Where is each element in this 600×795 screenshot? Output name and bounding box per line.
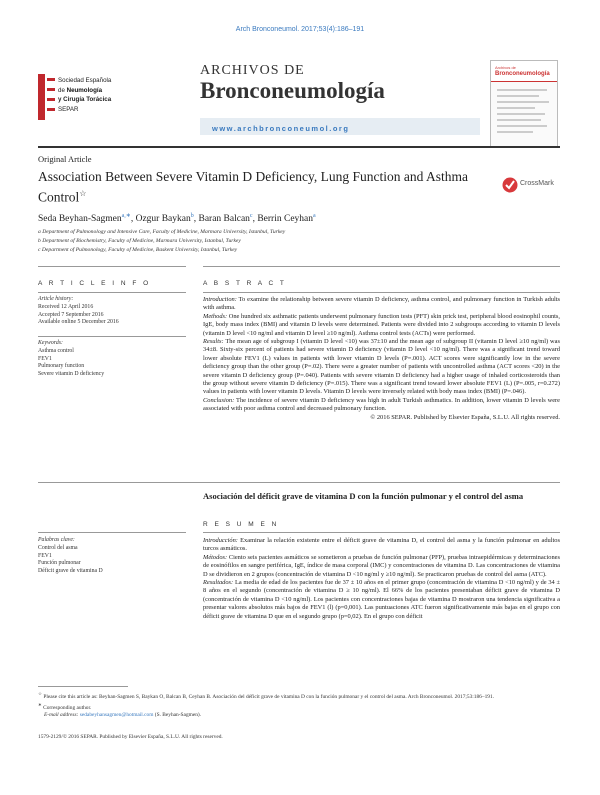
- abstract-rule-top: [203, 266, 560, 267]
- section-rule: [38, 482, 560, 483]
- author[interactable]: Berrin Ceyhan: [257, 214, 314, 225]
- email-link[interactable]: sedabeyhansagmen@hotmail.com: [79, 712, 154, 718]
- cite-note: ☆ Please cite this article as: Beyhan-Sagmen S, Baykan O, Balcan B, Ceyhan B. Asociación del déficit grave de vitamina D con la función pulmonar y el control del asma. Arch Bronconeumol. 2017;53:186–191.: [38, 691, 495, 700]
- palabras-clave: [38, 537, 188, 576]
- resumen-introduccion: Introducción: Examinar la relación existente entre el déficit grave de vitamina D, el control del asma y la función pulmonar en adultos turcos asmáticos.: [203, 537, 560, 553]
- author-sup[interactable]: a: [313, 213, 316, 219]
- abstract-copyright: © 2016 SEPAR. Published by Elsevier España, S.L.U. All rights reserved.: [370, 413, 560, 421]
- affiliation: b Department of Biochemistry, Faculty of Medicine, Marmara University, Istanbul, Turkey: [38, 238, 241, 244]
- resumen-resultados: Resultados: La media de edad de los pacientes fue de 37 ± 10 años en el primer grupo (concentración de vitamina D <10 ng/ml) y de 34 ± 8 años en el segundo (concentración de vitamina D ≥ 10 ng/ml). El 66% de los pacientes presentaban déficit grave de vitamina D (concentración de vitamina D <10 ng/ml). Los pacientes con concentraciones bajas de vitamina D mostraron una tendencia significativa a presentar valores absolutos más bajos de FEV1 (l) (p=0,001). Las puntuaciones ATC fueron significativamente más bajas en el grupo con déficit grave de vitamina D que en el segundo grupo (p=0,02). En el grupo con déficit: [203, 579, 560, 620]
- history-item: Received 12 April 2016: [38, 303, 94, 310]
- abstract-methods: Methods: One hundred six asthmatic patients underwent pulmonary function tests (PFT) skin prick test, peripheral blood eosinophil counts, IgE, body mass index (BMI) and vitamin D levels were determined. Patients were divided into 2 subgroups according to vitamin D levels (vitamin D level <10 ng/ml and vitamin D level ≥10 ng/ml). Asthma control tests (ACTs) were performed.: [203, 312, 560, 337]
- author-sup[interactable]: b: [190, 213, 194, 219]
- abstract-heading: A B S T R A C T: [203, 280, 287, 287]
- cover-title-small: Archivos de: [495, 65, 516, 70]
- palabras-rule: [38, 532, 186, 533]
- keyword: Severe vitamin D deficiency: [38, 371, 105, 378]
- author[interactable]: Baran Balcan: [198, 214, 250, 225]
- journal-reference[interactable]: Arch Bronconeumol. 2017;53(4):186–191: [235, 26, 365, 33]
- society-line-4: SEPAR: [58, 105, 79, 113]
- society-line-3: y Cirugía Torácica: [58, 96, 112, 103]
- crossmark-icon: [502, 177, 518, 193]
- article-history: [38, 296, 188, 327]
- separ-logo: [38, 74, 56, 120]
- abstract-body: [203, 296, 560, 422]
- history-item: Available online 5 December 2016: [38, 319, 119, 326]
- keywords-label: Keywords:: [38, 340, 63, 346]
- article-info-heading: A R T I C L E I N F O: [38, 280, 151, 287]
- crossmark-badge[interactable]: [502, 176, 558, 194]
- footnote-rule: [38, 686, 128, 687]
- citation-footnote: [38, 690, 560, 719]
- society-line-1: Sociedad Española: [58, 77, 112, 84]
- palabras-label: Palabras clave:: [38, 537, 75, 543]
- history-item: Accepted 7 September 2016: [38, 311, 104, 318]
- abstract-results: Results: The mean age of subgroup I (vitamin D level <10) was 37±10 and the mean age of subgroup II (vitamin D level ≥10 ng/ml) was 34±8. Sixty-six percent of patients had severe vitamin D deficiency (vitamin D level <10 ng/ml). There was a significant trend toward lower absolute FEV1 (L) values in patients with lower vitamin D levels (P=.001). ACT scores were significantly low in the severe deficiency group than the other group (P=.02). There were a greater number of patients with uncontrolled asthma (ACT scores <20) in the severe vitamin D deficiency group (P=.040). Patients with severe vitamin D deficiency had a higher usage of inhaled corticosteroids than the group without severe vitamin D deficiency (P=.015). There was a significant trend toward lower absolute FEV1 (L) (P=.005, r=0.272) values in patients with lower vitamin D levels. Vitamin D levels were inversely related with body mass index (BMI) (P=.046).: [203, 338, 560, 396]
- resumen-body: [203, 537, 560, 621]
- abstract-rule: [203, 292, 560, 293]
- keyword: Pulmonary function: [38, 363, 85, 370]
- info-rule: [38, 292, 186, 293]
- affiliation: c Department of Pulmonology, Faculty of Medicine, Baskent University, Istanbul, Turkey: [38, 247, 238, 253]
- keyword: Asthma control: [38, 347, 74, 354]
- email-note: E-mail address: sedabeyhansagmen@hotmail.com (S. Beyhan-Sagmen).: [44, 712, 202, 718]
- palabra-clave: Control del asma: [38, 544, 78, 551]
- keyword: FEV1: [38, 355, 52, 362]
- society-name: [58, 76, 111, 114]
- info-rule: [38, 336, 186, 337]
- resumen-rule: [203, 532, 560, 533]
- author-sup[interactable]: c: [249, 213, 253, 219]
- society-line-2: de Neumología: [58, 86, 103, 94]
- author[interactable]: Seda Beyhan-Sagmen: [38, 214, 122, 225]
- journal-cover-thumbnail: [490, 60, 558, 148]
- issn-line: 1579-2129/© 2016 SEPAR. Published by Elsevier España, S.L.U. All rights reserved.: [38, 734, 223, 740]
- keywords: [38, 340, 188, 379]
- resumen-metodos: Métodos: Ciento seis pacientes asmáticos se sometieron a pruebas de función pulmonar (PFP), pruebas intraepidérmicas y determinaciones de eosinófilos en sangre periférica, IgE, índice de masa corporal (IMC) y concentraciones de vitamina D. Las concentraciones de vitamina D se dividieron en 2 grupos (concentración de vitamina D <10 ng/ml y ≥10 ng/ml). Se practicaron pruebas de control del asma (ATC).: [203, 553, 560, 578]
- crossmark-label: CrossMark: [520, 180, 554, 187]
- affiliation: a Department of Pulmonology and Intensive Care, Faculty of Medicine, Marmara University, Istanbul, Turkey: [38, 229, 286, 235]
- journal-title-top: ARCHIVOS DE: [200, 63, 305, 78]
- journal-title-main: Bronconeumología: [200, 78, 385, 103]
- palabra-clave: FEV1: [38, 552, 52, 559]
- article-type: Original Article: [38, 154, 92, 164]
- cover-title: Bronconeumología: [495, 71, 550, 77]
- author-list: Seda Beyhan-Sagmen$^{a,∗}$, Ozgur Baykan$^b$, Baran Balcan$^c$, Berrin Ceyhan$^a$: [38, 213, 316, 225]
- resumen-heading: R E S U M E N: [203, 521, 279, 528]
- abstract-conclusion: Conclusion: The incidence of severe vitamin D deficiency was high in adult Turkish asthmatics. In addition, lower vitamin D levels were associated with poor asthma control and decreased pulmonary function.: [203, 396, 560, 413]
- author[interactable]: Ozgur Baykan: [135, 214, 191, 225]
- journal-url[interactable]: www.archbronconeumol.org: [212, 124, 350, 133]
- corresponding-author-note: ∗ Corresponding author.: [38, 702, 92, 711]
- article-title: Association Between Severe Vitamin D Deficiency, Lung Function and Asthma Control☆: [38, 169, 468, 205]
- author-sup[interactable]: a,∗: [121, 213, 131, 219]
- history-label: Article history:: [38, 296, 74, 302]
- palabra-clave: Función pulmonar: [38, 560, 81, 567]
- info-rule-top: [38, 266, 186, 267]
- palabra-clave: Déficit grave de vitamina D: [38, 568, 103, 575]
- abstract-introduction: Introduction: To examine the relationship between severe vitamin D deficiency, asthma control, and pulmonary function in Turkish adults with asthma.: [203, 296, 560, 312]
- spanish-title: Asociación del déficit grave de vitamina D con la función pulmonar y el control del asma: [203, 491, 524, 501]
- header-rule: [38, 146, 560, 148]
